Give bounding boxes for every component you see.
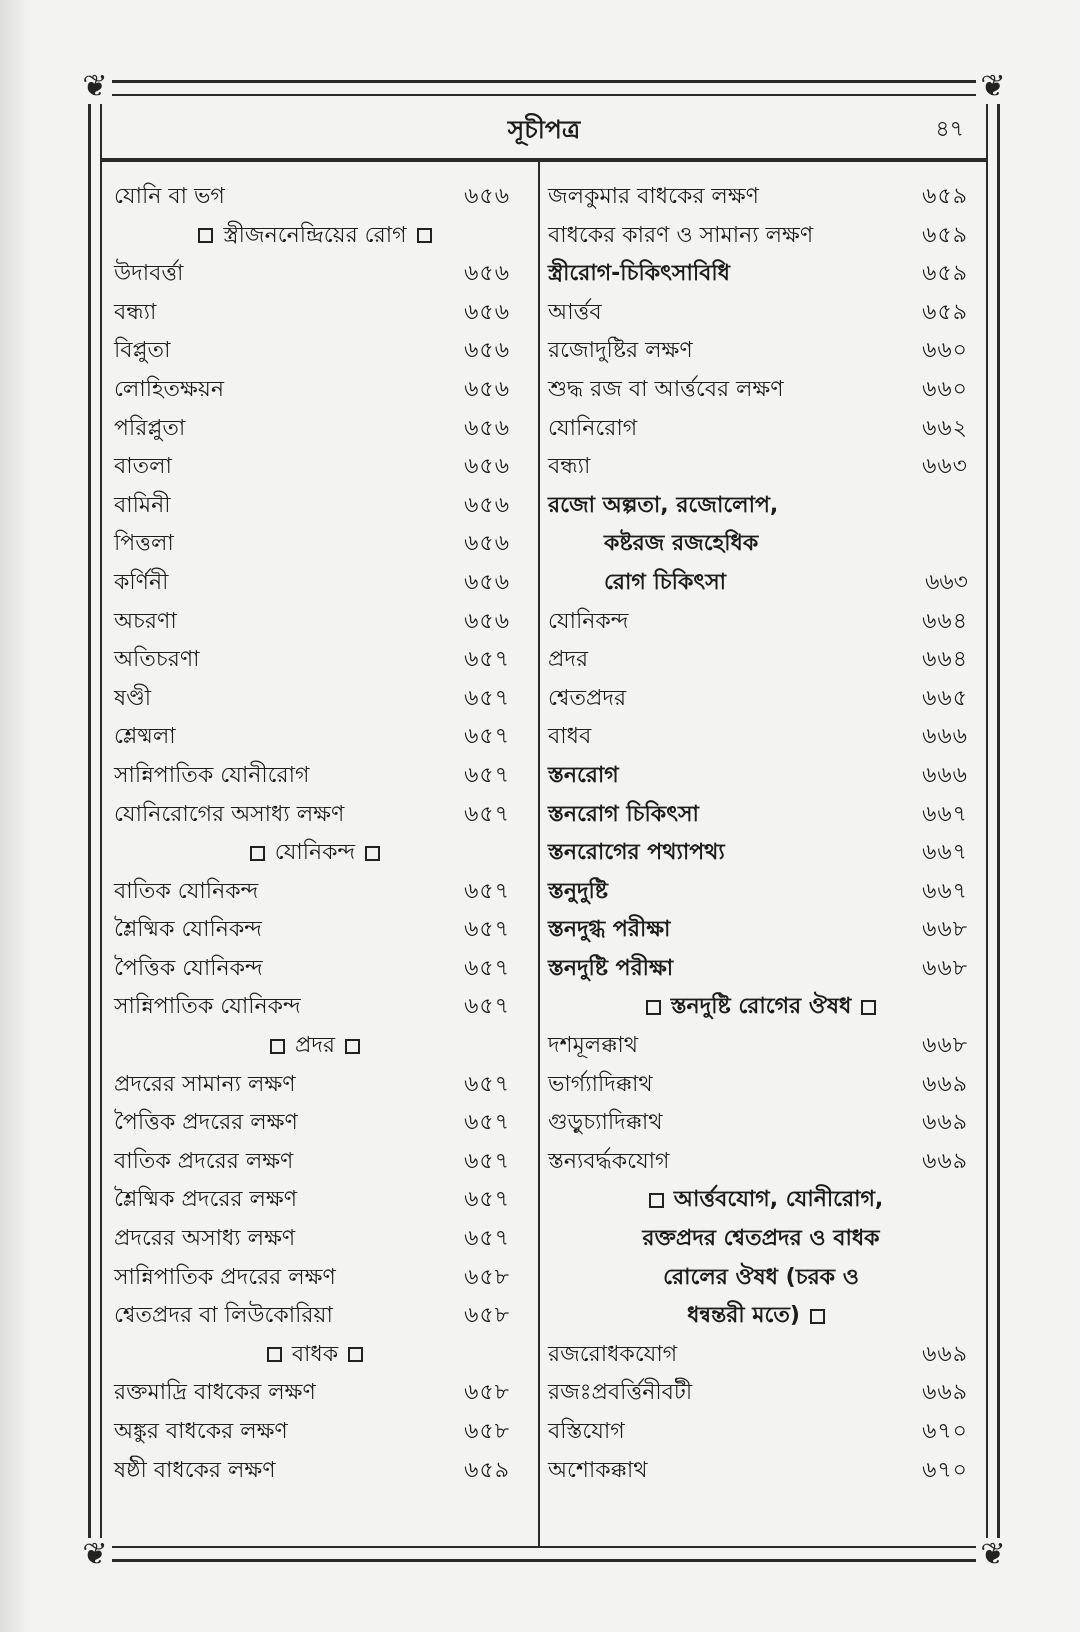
toc-entry: উদাবর্ত্তা ৬৫৬: [114, 261, 510, 287]
toc-entry: বিপ্লুতা ৬৫৬: [114, 338, 510, 364]
toc-left-column: [114, 178, 516, 1490]
square-box-icon: [861, 1000, 876, 1015]
corner-ornament-icon: ❦: [78, 1538, 112, 1572]
toc-entry-multiline: রজো অল্পতা, রজোলোপ, কষ্টরজ রজহেধিক রোগ চিকিৎসা ৬৬৩: [548, 492, 968, 595]
toc-entry: গুড়ুচ্যাদিক্কাথ ৬৬৯: [548, 1110, 968, 1136]
square-box-icon: [345, 1039, 360, 1054]
square-box-icon: [250, 846, 265, 861]
toc-entry: সান্নিপাতিক প্রদরের লক্ষণ ৬৫৮: [114, 1264, 510, 1290]
section-heading: স্ত্রীজননেন্দ্রিয়ের রোগ: [114, 217, 516, 256]
toc-entry: শুদ্ধ রজ বা আর্ত্তবের লক্ষণ ৬৬০: [548, 376, 968, 402]
toc-entry: প্রদর ৬৬৪: [548, 647, 968, 673]
toc-entry: ভার্গ্যাদিক্কাথ ৬৬৯: [548, 1071, 968, 1097]
toc-entry: বামিনী ৬৫৬: [114, 492, 510, 518]
square-box-icon: [365, 846, 380, 861]
toc-entry: প্রদরের অসাধ্য লক্ষণ ৬৫৭: [114, 1226, 510, 1252]
square-box-icon: [649, 1193, 664, 1208]
toc-entry: অতিচরণা ৬৫৭: [114, 647, 510, 673]
toc-entry: কর্ণিনী ৬৫৬: [114, 569, 510, 595]
toc-entry: রক্তমাদ্রি বাধকের লক্ষণ ৬৫৮: [114, 1380, 510, 1406]
toc-entry: শ্লেষ্মলা ৬৫৭: [114, 724, 510, 750]
toc-entry: পরিপ্লুতা ৬৫৬: [114, 415, 510, 441]
column-divider: [538, 162, 540, 1548]
toc-entry: বাতিক যোনিকন্দ ৬৫৭: [114, 878, 510, 904]
toc-entry: শ্লৈষ্মিক প্রদরের লক্ষণ ৬৫৭: [114, 1187, 510, 1213]
toc-entry: বস্তিযোগ ৬৭০: [548, 1419, 968, 1444]
toc-entry: রজঃপ্রবর্ত্তিনীবটী ৬৬৯: [548, 1380, 968, 1406]
toc-entry: অশোকক্কাথ ৬৭০: [548, 1457, 968, 1483]
page-header: [100, 96, 988, 162]
toc-entry: শ্বেতপ্রদর বা লিউকোরিয়া ৬৫৮: [114, 1303, 510, 1329]
toc-entry: ষষ্ঠী বাধকের লক্ষণ ৬৫৯: [114, 1457, 510, 1483]
square-box-icon: [267, 1347, 282, 1362]
corner-ornament-icon: ❦: [976, 70, 1010, 104]
toc-entry: শ্বেতপ্রদর ৬৬৫: [548, 685, 968, 711]
section-heading: বাধক: [114, 1336, 516, 1375]
toc-entry: যোনিরোগের অসাধ্য লক্ষণ ৬৫৭: [114, 801, 510, 827]
toc-entry: স্তনরোগ ৬৬৬: [548, 762, 968, 788]
square-box-icon: [348, 1347, 363, 1362]
square-box-icon: [646, 1000, 661, 1015]
toc-entry: স্তন্যবর্দ্ধকযোগ ৬৬৯: [548, 1148, 968, 1174]
page-number: ৪৭: [935, 117, 964, 142]
square-box-icon: [270, 1039, 285, 1054]
toc-entry: অঙ্কুর বাধকের লক্ষণ ৬৫৮: [114, 1419, 510, 1444]
section-heading: স্তনদুষ্টি রোগের ঔষধ: [548, 988, 974, 1027]
toc-right-column: [548, 178, 974, 1490]
toc-entry: সান্নিপাতিক যোনিকন্দ ৬৫৭: [114, 994, 510, 1020]
toc-entry: রজোদুষ্টির লক্ষণ ৬৬০: [548, 338, 968, 364]
toc-entry: বাধব ৬৬৬: [548, 724, 968, 750]
toc-entry: স্তনরোগ চিকিৎসা ৬৬৭: [548, 801, 968, 827]
square-box-icon: [810, 1309, 825, 1324]
toc-entry: সান্নিপাতিক যোনীরোগ ৬৫৭: [114, 762, 510, 788]
toc-entry: পিত্তলা ৬৫৬: [114, 531, 510, 557]
section-heading: যোনিকন্দ: [114, 834, 516, 873]
toc-entry: জলকুমার বাধকের লক্ষণ ৬৫৯: [548, 184, 968, 209]
corner-ornament-icon: ❦: [976, 1538, 1010, 1572]
toc-entry: বন্ধ্যা ৬৬৩: [548, 454, 968, 480]
toc-entry: বন্ধ্যা ৬৫৬: [114, 299, 510, 325]
toc-entry: বাতলা ৬৫৬: [114, 454, 510, 480]
toc-entry: শ্লৈষ্মিক যোনিকন্দ ৬৫৭: [114, 917, 510, 943]
toc-entry: লোহিতক্ষয়ন ৬৫৬: [114, 376, 510, 402]
toc-entry: যোনি বা ভগ ৬৫৬: [114, 184, 510, 209]
toc-entry: স্তনদুগ্ধ পরীক্ষা ৬৬৮: [548, 917, 968, 943]
toc-entry: যোনিরোগ ৬৬২: [548, 415, 968, 441]
page-title: সূচীপত্র: [507, 115, 581, 144]
toc-entry: পৈত্তিক যোনিকন্দ ৬৫৭: [114, 955, 510, 981]
toc-entry: রজরোধকযোগ ৬৬৯: [548, 1341, 968, 1367]
toc-entry: স্তনুদুষ্টি ৬৬৭: [548, 878, 968, 904]
toc-entry: যোনিকন্দ ৬৬৪: [548, 608, 968, 634]
page-edge-shadow: [0, 0, 30, 1632]
square-box-icon: [198, 228, 213, 243]
toc-entry: বাতিক প্রদরের লক্ষণ ৬৫৭: [114, 1148, 510, 1174]
toc-entry: স্তনদুষ্টি পরীক্ষা ৬৬৮: [548, 955, 968, 981]
section-heading-multiline: আর্ত্তবযোগ, যোনীরোগ, রক্তপ্রদর শ্বেতপ্রদর ও বাধক রোলের ঔষধ (চরক ও ধন্বন্তরী মতে): [642, 1187, 884, 1329]
toc-entry: স্তনরোগের পথ্যাপথ্য ৬৬৭: [548, 840, 968, 866]
toc-entry: বাধকের কারণ ও সামান্য লক্ষণ ৬৫৯: [548, 222, 968, 248]
toc-entry: ষণ্ডী ৬৫৭: [114, 685, 510, 711]
corner-ornament-icon: ❦: [78, 70, 112, 104]
toc-entry: অচরণা ৬৫৬: [114, 608, 510, 634]
toc-entry: আর্ত্তব ৬৫৯: [548, 299, 968, 325]
toc-entry: দশমূলক্কাথ ৬৬৮: [548, 1033, 968, 1059]
toc-entry: স্ত্রীরোগ-চিকিৎসাবিধি ৬৫৯: [548, 261, 968, 287]
toc-entry: পৈত্তিক প্রদরের লক্ষণ ৬৫৭: [114, 1110, 510, 1136]
section-heading: প্রদর: [114, 1027, 516, 1066]
square-box-icon: [417, 228, 432, 243]
toc-entry: প্রদরের সামান্য লক্ষণ ৬৫৭: [114, 1071, 510, 1097]
